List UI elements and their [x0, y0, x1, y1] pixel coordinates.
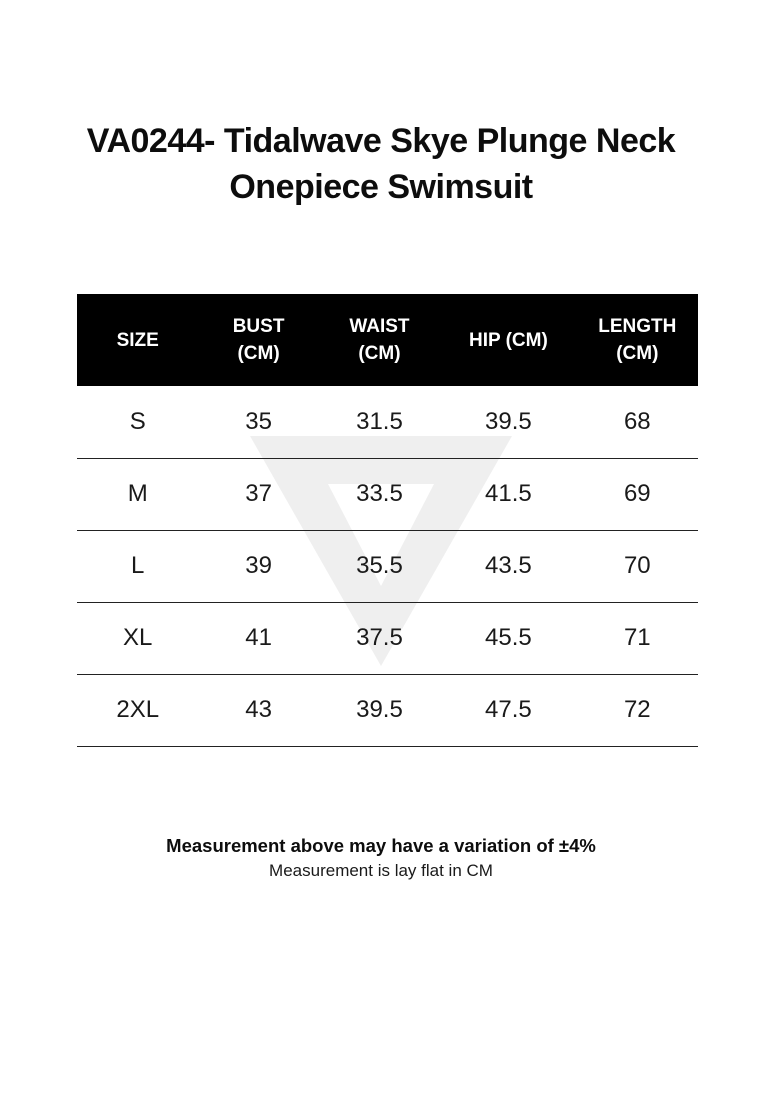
title-line-1: VA0244- Tidalwave Skye Plunge Neck [86, 122, 676, 160]
header-hip [440, 294, 576, 386]
cell-hip: 43.5 [485, 552, 532, 579]
cell-waist: 37.5 [356, 624, 403, 651]
table-row [77, 530, 698, 602]
title-line-2: Onepiece Swimsuit [229, 168, 533, 206]
cell-bust: 39 [245, 552, 272, 579]
table-row [77, 674, 698, 746]
cell-length: 69 [623, 480, 651, 507]
cell-hip: 41.5 [485, 480, 532, 507]
cell-waist: 35.5 [356, 552, 403, 579]
cell-bust: 41 [245, 624, 272, 651]
cell-size: 2XL [116, 696, 160, 723]
header-waist [319, 294, 440, 386]
header-row [77, 294, 698, 386]
cell-waist: 31.5 [356, 407, 403, 435]
cell-bust: 35 [245, 407, 272, 435]
header-bust-unit: (CM) [237, 343, 280, 364]
cell-length: 68 [623, 407, 651, 435]
cell-size: L [131, 552, 145, 579]
cell-bust: 37 [245, 480, 272, 507]
header-hip-label: HIP (CM) [468, 329, 548, 351]
page-title [20, 118, 742, 210]
header-size [77, 294, 198, 386]
size-chart-body [77, 386, 698, 746]
header-waist-unit: (CM) [358, 343, 401, 364]
cell-waist: 39.5 [356, 696, 403, 723]
cell-size: XL [123, 624, 153, 651]
table-row [77, 386, 698, 458]
header-bust-label: BUST [232, 316, 285, 337]
cell-hip: 39.5 [485, 407, 532, 435]
cell-size: M [127, 480, 148, 507]
header-length-label: LENGTH [598, 316, 677, 337]
header-bust [198, 294, 318, 386]
cell-length: 70 [623, 552, 651, 579]
cell-size: S [129, 407, 146, 435]
cell-hip: 47.5 [485, 696, 532, 723]
header-waist-label: WAIST [349, 316, 410, 337]
table-row [77, 602, 698, 674]
size-chart-table [77, 294, 698, 747]
header-length [577, 294, 698, 386]
header-size-label: SIZE [116, 329, 159, 351]
header-length-unit: (CM) [616, 343, 659, 364]
cell-bust: 43 [245, 696, 272, 723]
size-chart-header [77, 294, 698, 386]
lay-flat-note: Measurement is lay flat in CM [269, 861, 493, 880]
cell-hip: 45.5 [485, 624, 532, 651]
table-row [77, 458, 698, 530]
cell-waist: 33.5 [356, 480, 403, 507]
cell-length: 72 [623, 696, 651, 723]
variation-note: Measurement above may have a variation of ±4% [166, 835, 596, 856]
cell-length: 71 [623, 624, 651, 651]
